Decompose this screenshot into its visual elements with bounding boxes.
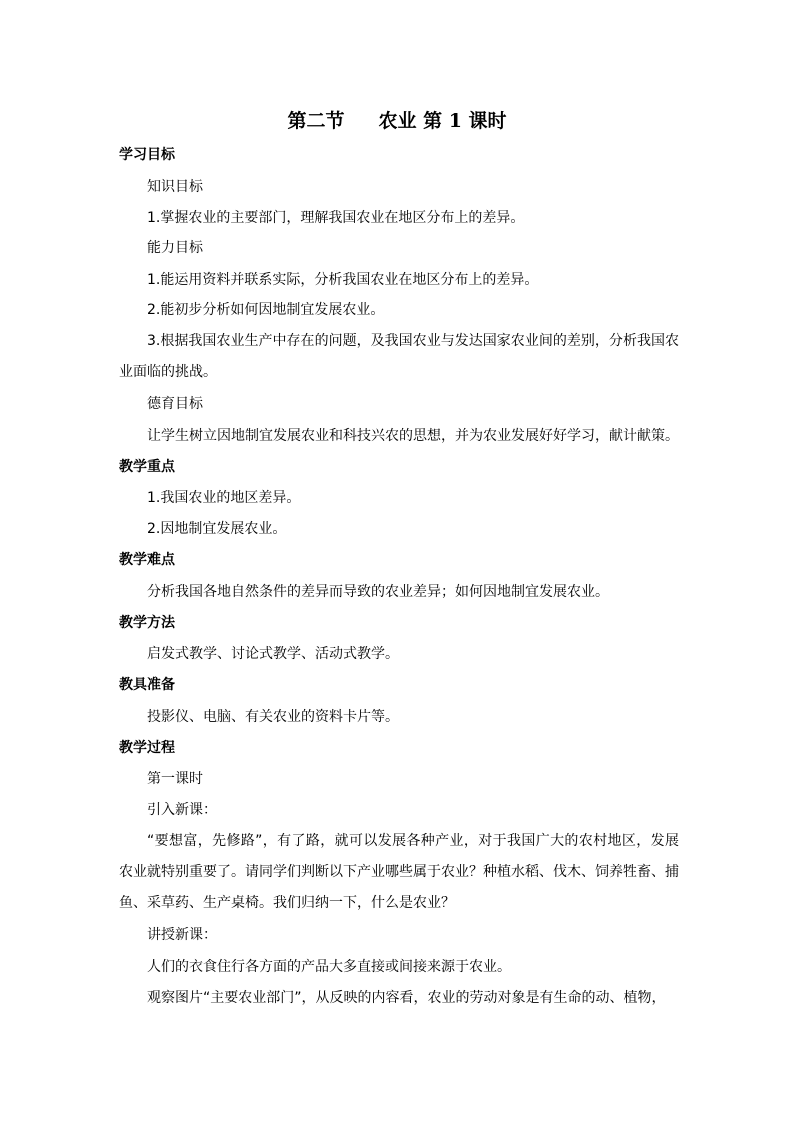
lecture-item: 观察图片“主要农业部门”，从反映的内容看，农业的劳动对象是有生命的动、植物，: [147, 990, 666, 1006]
difficult-heading: 教学难点: [119, 552, 175, 568]
lecture-heading: 讲授新课：: [147, 927, 217, 943]
key-item: 2.因地制宜发展农业。: [147, 521, 287, 537]
key-item: 1.我国农业的地区差异。: [147, 490, 301, 506]
ability-item: 1.能运用资料并联系实际，分析我国农业在地区分布上的差异。: [147, 272, 539, 288]
process-item: 第一课时: [147, 771, 203, 787]
intro-paragraph: “要想富，先修路”，有了路，就可以发展各种产业，对于我国广大的农村地区，发展农业就特别重要了。请同学们判断以下产业哪些属于农业？种植水稻、伐木、饲养牲畜、捕鱼、采草药、生产桌椅。我们归纳一下，什么是农业？: [119, 833, 679, 911]
knowledge-item: 1.掌握农业的主要部门，理解我国农业在地区分布上的差异。: [147, 210, 525, 226]
title-section: 第二节: [287, 110, 345, 132]
page-title: [0, 106, 794, 133]
moral-item: 让学生树立因地制宜发展农业和科技兴农的思想，并为农业发展好好学习，献计献策。: [147, 428, 679, 444]
tools-item: 投影仪、电脑、有关农业的资料卡片等。: [147, 709, 399, 725]
key-heading: 教学重点: [119, 459, 175, 475]
knowledge-heading: 知识目标: [147, 179, 203, 195]
difficult-item: 分析我国各地自然条件的差异而导致的农业差异；如何因地制宜发展农业。: [147, 584, 609, 600]
process-heading: 教学过程: [119, 740, 175, 756]
method-item: 启发式教学、讨论式教学、活动式教学。: [147, 646, 399, 662]
goals-heading: 学习目标: [119, 147, 175, 163]
ability-heading: 能力目标: [147, 240, 203, 256]
intro-heading: 引入新课：: [147, 802, 217, 818]
title-topic: 农业 第 1 课时: [378, 110, 507, 132]
method-heading: 教学方法: [119, 615, 175, 631]
lecture-item: 人们的衣食住行各方面的产品大多直接或间接来源于农业。: [147, 959, 511, 975]
moral-heading: 德育目标: [147, 396, 203, 412]
ability-item-paragraph: 3.根据我国农业生产中存在的问题，及我国农业与发达国家农业间的差别，分析我国农业面临的挑战。: [119, 333, 679, 380]
tools-heading: 教具准备: [119, 677, 175, 693]
ability-item: 2.能初步分析如何因地制宜发展农业。: [147, 302, 385, 318]
